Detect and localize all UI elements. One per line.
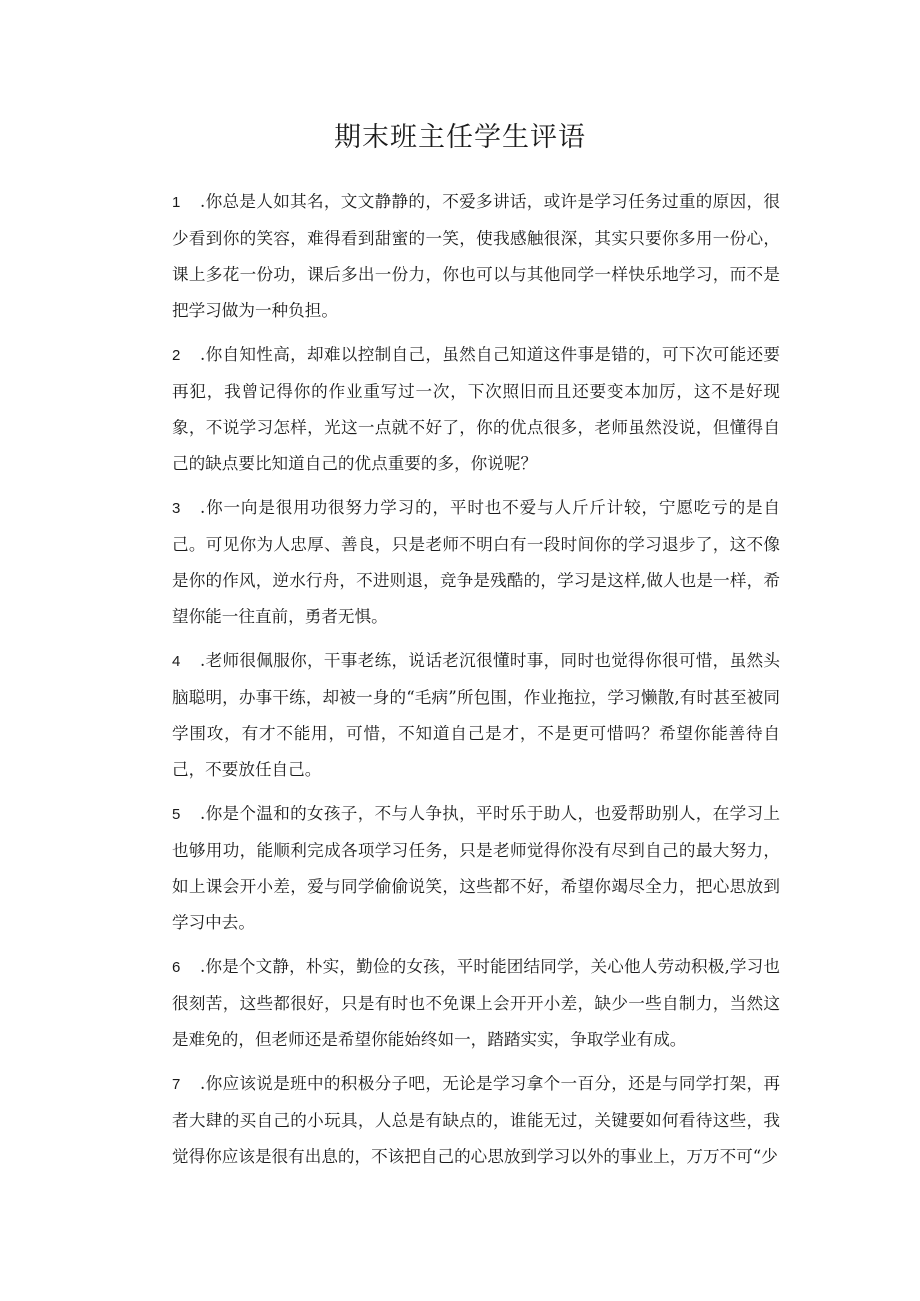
paragraph-number: 3 xyxy=(172,500,181,517)
paragraph-number: 7 xyxy=(172,1076,181,1093)
comment-paragraph-2 xyxy=(172,337,780,482)
paragraph-number: 4 xyxy=(172,653,181,670)
document-body xyxy=(172,184,780,1183)
paragraph-text: .你一向是很用功很努力学习的，平时也不爱与人斤斤计较，宁愿吃亏的是自己。可见你为人忠厚、善良，只是老师不明白有一段时间你的学习退步了，这不像是你的作风，逆水行舟，不进则退，竞争是残酷的，学习是这样,做人也是一样，希望你能一往直前，勇者无惧。 xyxy=(172,498,780,626)
paragraph-text: .老师很佩服你，干事老练，说话老沉很懂时事，同时也觉得你很可惜，虽然头脑聪明，办事干练，却被一身的“毛病”所包围，作业拖拉，学习懒散,有时甚至被同学围攻，有才不能用，可惜，不知道自己是才，不是更可惜吗？希望你能善待自己，不要放任自己。 xyxy=(172,651,780,779)
paragraph-number: 2 xyxy=(172,347,181,364)
comment-paragraph-3 xyxy=(172,490,780,635)
paragraph-text: .你是个温和的女孩子，不与人争执，平时乐于助人，也爱帮助别人，在学习上也够用功，能顺利完成各项学习任务，只是老师觉得你没有尽到自己的最大努力，如上课会开小差，爱与同学偷偷说笑，这些都不好，希望你竭尽全力，把心思放到学习中去。 xyxy=(172,804,780,932)
paragraph-text: .你应该说是班中的积极分子吧，无论是学习拿个一百分，还是与同学打架，再者大肆的买自己的小玩具，人总是有缺点的，谁能无过，关键要如何看待这些，我觉得你应该是很有出息的，不该把自己的心思放到学习以外的事业上，万万不可“少 xyxy=(172,1074,780,1166)
paragraph-text: .你自知性高，却难以控制自己，虽然自己知道这件事是错的，可下次可能还要再犯，我曾记得你的作业重写过一次，下次照旧而且还要变本加厉，这不是好现象，不说学习怎样，光这一点就不好了，你的优点很多，老师虽然没说，但懂得自己的缺点要比知道自己的优点重要的多，你说呢？ xyxy=(172,345,780,473)
paragraph-text: .你是个文静，朴实，勤俭的女孩，平时能团结同学，关心他人劳动积极,学习也很刻苦，这些都很好，只是有时也不免课上会开开小差，缺少一些自制力，当然这是难免的，但老师还是希望你能始终如一，踏踏实实，争取学业有成。 xyxy=(172,957,780,1049)
comment-paragraph-1 xyxy=(172,184,780,329)
comment-paragraph-5 xyxy=(172,796,780,941)
paragraph-number: 1 xyxy=(172,194,181,211)
comment-paragraph-4 xyxy=(172,643,780,788)
comment-paragraph-6 xyxy=(172,949,780,1058)
paragraph-number: 5 xyxy=(172,806,181,823)
comment-paragraph-7 xyxy=(172,1066,780,1175)
paragraph-number: 6 xyxy=(172,959,181,976)
page-title: 期末班主任学生评语 xyxy=(334,122,586,153)
paragraph-text: .你总是人如其名，文文静静的，不爱多讲话，或许是学习任务过重的原因，很少看到你的笑容，难得看到甜蜜的一笑，使我感触很深，其实只要你多用一份心，课上多花一份功，课后多出一份力，你也可以与其他同学一样快乐地学习，而不是把学习做为一种负担。 xyxy=(172,192,780,320)
